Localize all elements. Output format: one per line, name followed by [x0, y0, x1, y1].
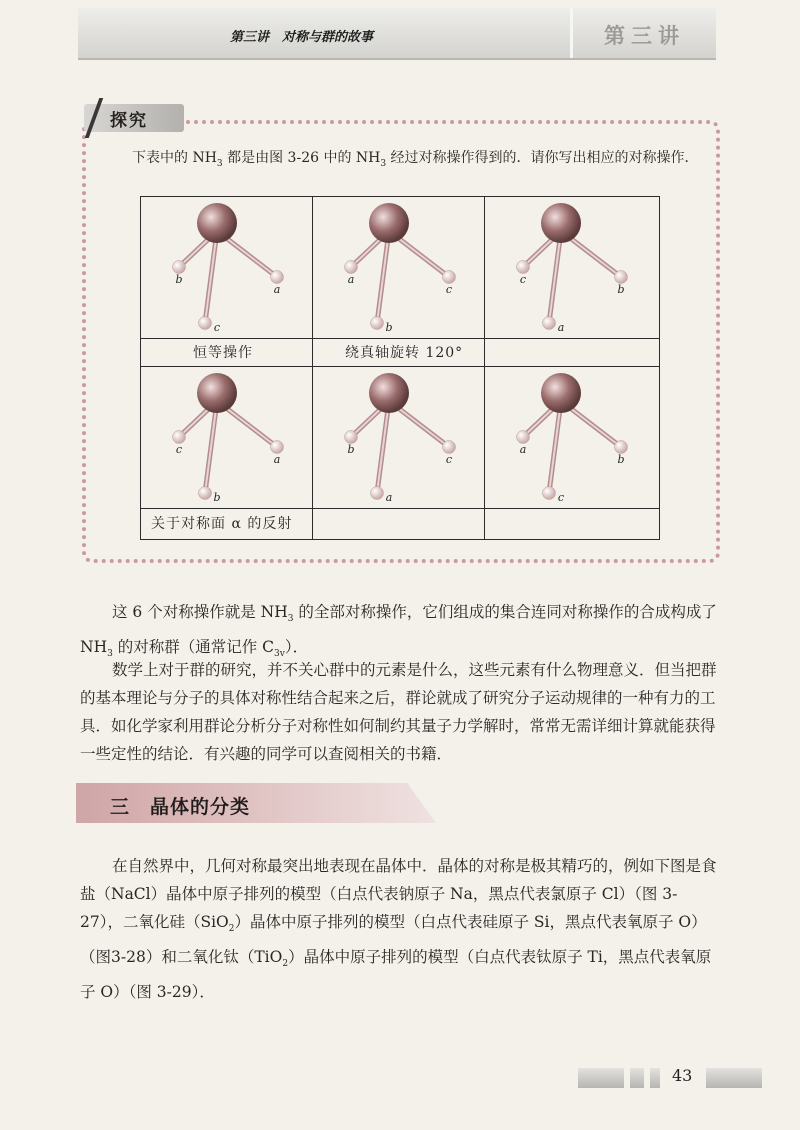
hydrogen-atom-icon [371, 487, 384, 500]
table-cell-image [141, 197, 313, 339]
nh3-molecule-icon [141, 367, 313, 509]
table-cell-caption-blank [485, 509, 659, 539]
nitrogen-atom-icon [197, 373, 237, 413]
hydrogen-atom-icon [199, 487, 212, 500]
atom-label: c [557, 491, 565, 504]
hydrogen-atom-icon [371, 317, 384, 330]
hydrogen-atom-icon [443, 271, 456, 284]
explore-label: 探究 [110, 111, 148, 131]
atom-label: a [385, 491, 393, 504]
hydrogen-atom-icon [345, 261, 358, 274]
atom-label: c [175, 443, 183, 456]
nitrogen-atom-icon [541, 373, 581, 413]
hydrogen-atom-icon [345, 431, 358, 444]
atom-label: c [213, 321, 221, 334]
atom-label: b [617, 283, 625, 296]
atom-label: b [347, 443, 355, 456]
hydrogen-atom-icon [543, 317, 556, 330]
nitrogen-atom-icon [369, 373, 409, 413]
table-cell-caption [141, 509, 313, 539]
footer-bar-block [706, 1068, 762, 1088]
atom-label: b [175, 273, 183, 286]
paragraph-symmetry-group: 这 6 个对称操作就是 $NH_3$ 的全部对称操作，它们组成的集合连同对称操作的合成构成了 $NH_3$ 的对称群（通常记作 $C_{3v}$）． [80, 603, 717, 660]
nitrogen-atom-icon [541, 203, 581, 243]
table-cell-image [485, 197, 659, 339]
explore-intro: 下表中的 $NH_3$ 都是由图 3-26 中的 $NH_3$ 经过对称操作得到的．请你写出相应的对称操作． [132, 150, 699, 169]
atom-label: a [519, 443, 527, 456]
footer-bar-block [578, 1068, 624, 1088]
hydrogen-atom-icon [173, 431, 186, 444]
atom-label: a [557, 321, 565, 334]
nh3-molecule-icon [485, 367, 659, 509]
table-cell-caption [313, 339, 485, 367]
nh3-molecule-icon [141, 197, 313, 339]
hydrogen-atom-icon [173, 261, 186, 274]
nh3-molecule-icon [313, 197, 485, 339]
atom-label: a [273, 453, 281, 466]
header-divider [570, 8, 573, 58]
hydrogen-atom-icon [517, 431, 530, 444]
table-cell-caption [141, 339, 313, 367]
atom-label: c [445, 283, 453, 296]
running-header-chapter: 第三讲 [604, 24, 685, 48]
table-cell-image [485, 367, 659, 509]
hydrogen-atom-icon [615, 271, 628, 284]
atom-label: c [445, 453, 453, 466]
table-cell-caption-blank [485, 339, 659, 367]
nh3-molecule-icon [313, 367, 485, 509]
hydrogen-atom-icon [271, 271, 284, 284]
hydrogen-atom-icon [517, 261, 530, 274]
hydrogen-atom-icon [199, 317, 212, 330]
hydrogen-atom-icon [443, 441, 456, 454]
table-cell-image [313, 367, 485, 509]
hydrogen-atom-icon [543, 487, 556, 500]
section-heading: 三 晶体的分类 [110, 796, 251, 818]
running-header-title: 第三讲 对称与群的故事 [230, 30, 374, 45]
atom-label: b [213, 491, 221, 504]
hydrogen-atom-icon [615, 441, 628, 454]
atom-label: a [273, 283, 281, 296]
atom-label: b [617, 453, 625, 466]
nh3-molecule-icon [485, 197, 659, 339]
table-cell-image [313, 197, 485, 339]
hydrogen-atom-icon [271, 441, 284, 454]
atom-label: a [347, 273, 355, 286]
nitrogen-atom-icon [197, 203, 237, 243]
caption-identity: 恒等操作 [193, 345, 253, 361]
atom-label: c [519, 273, 527, 286]
caption-rotation: 绕真轴旋转 120° [345, 345, 464, 361]
caption-reflection: 关于对称面 α 的反射 [151, 516, 293, 532]
symmetry-operations-table [140, 196, 660, 540]
paragraph-group-theory: 数学上对于群的研究，并不关心群中的元素是什么，这些元素有什么物理意义．但当把群的基本理论与分子的具体对称性结合起来之后，群论就成了研究分子运动规律的一种有力的工具．如化学家利用群论分析分子对称性如何制约其量子力学解时，常常无需详细计算就能获得一些定性的结论．有兴趣的同学可以查阅相关的书籍． [80, 661, 717, 763]
page-number: 43 [672, 1066, 693, 1085]
paragraph-crystal: 在自然界中，几何对称最突出地表现在晶体中．晶体的对称是极其精巧的，例如下图是食盐（NaCl）晶体中原子排列的模型（白点代表钠原子 Na，黑点代表氯原子 Cl）（图 3-27），二氧化硅（SiO$_2$）晶体中原子排列的模型（白点代表硅原子 Si，黑点代表氧原子 O）（图3-28）和二氧化钛（TiO$_2$）晶体中原子排列的模型（白点代表钛原子 Ti，黑点代表氧原子 O）（图 3-29）． [80, 857, 717, 1002]
footer-bar-block [650, 1068, 660, 1088]
nitrogen-atom-icon [369, 203, 409, 243]
footer-bar-block [630, 1068, 644, 1088]
atom-label: b [385, 321, 393, 334]
table-cell-image [141, 367, 313, 509]
table-cell-caption-blank [313, 509, 485, 539]
